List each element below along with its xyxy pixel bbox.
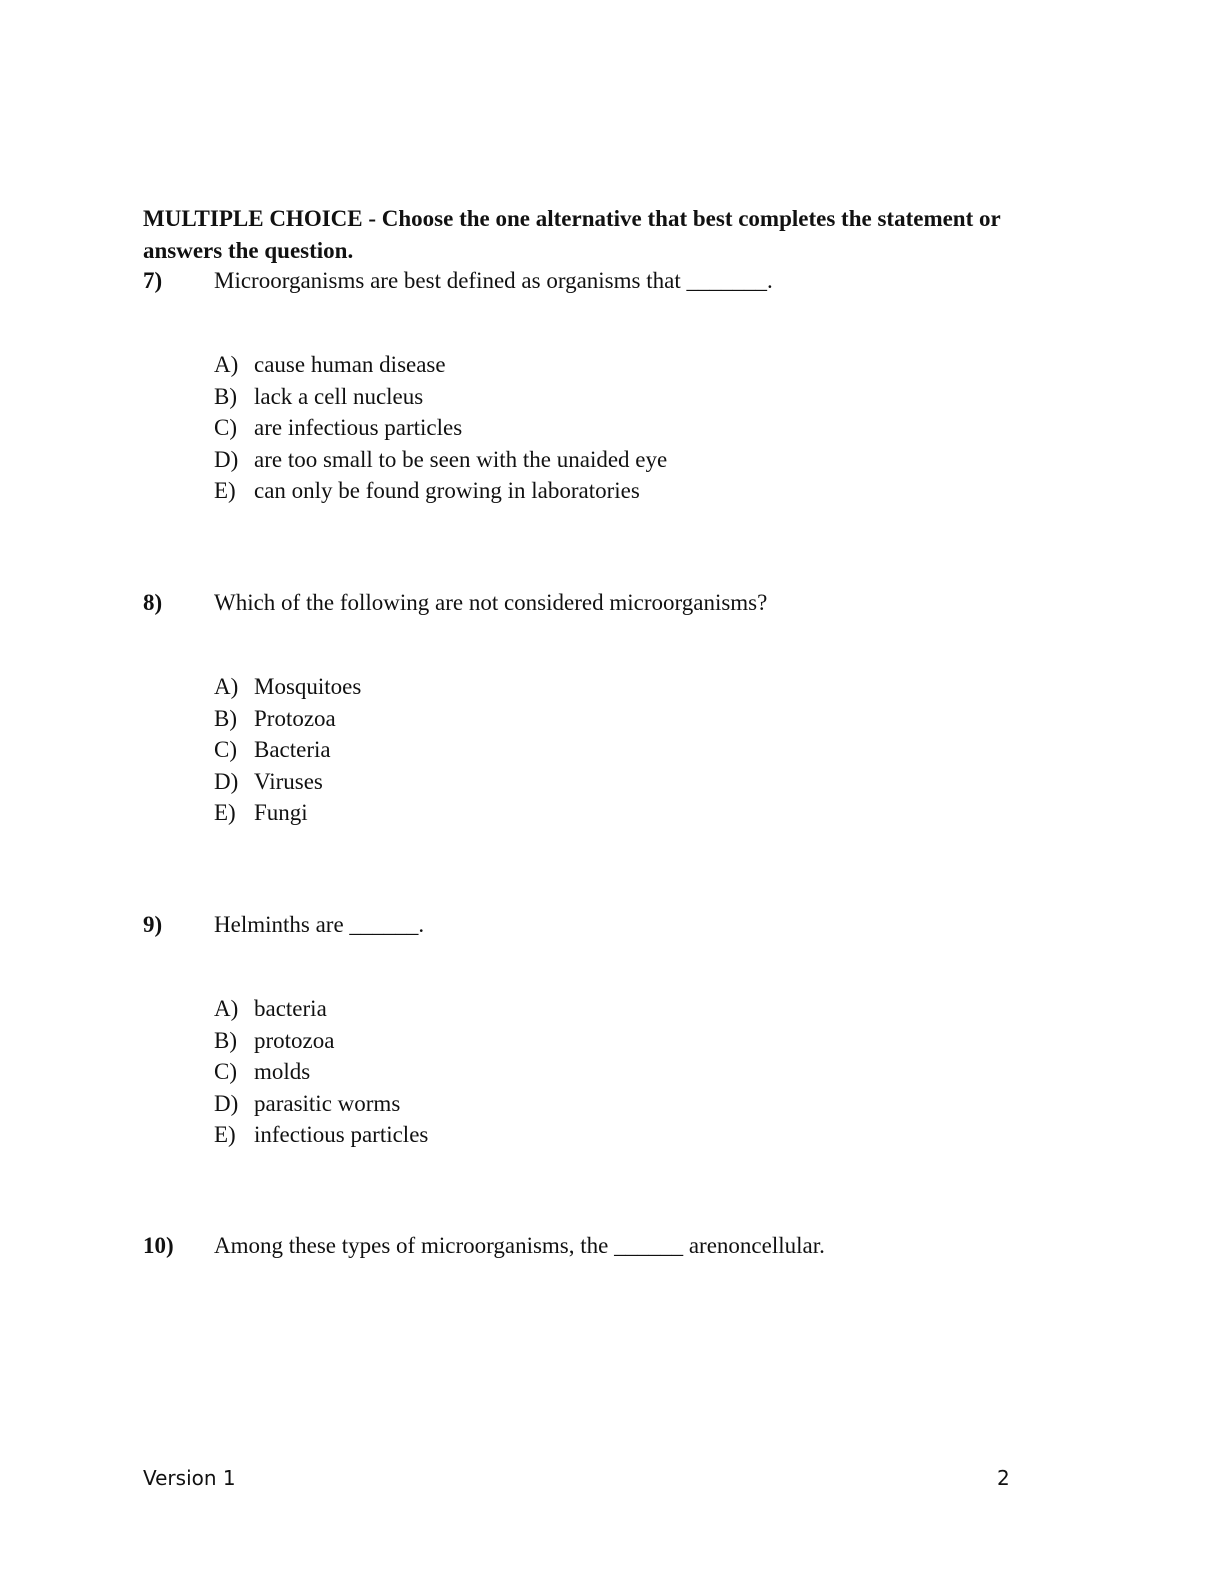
option-text: Protozoa [254, 705, 336, 731]
option-letter: B) [214, 705, 237, 731]
answer-option[interactable] [214, 1025, 428, 1057]
answer-option[interactable] [214, 412, 667, 444]
option-list [214, 993, 428, 1151]
answer-option[interactable] [214, 703, 361, 735]
option-letter: C) [214, 415, 237, 440]
option-letter: A) [214, 352, 239, 377]
option-letter: E) [214, 1122, 236, 1147]
option-text: Fungi [254, 800, 308, 825]
option-text: infectious particles [254, 1122, 429, 1147]
option-text: bacteria [254, 996, 327, 1021]
answer-option[interactable] [214, 475, 667, 507]
option-letter: A) [214, 996, 239, 1021]
question-number: 7) [143, 268, 163, 293]
option-letter: C) [214, 737, 237, 762]
option-text: protozoa [254, 1027, 335, 1053]
answer-option[interactable] [214, 797, 361, 829]
question-text: Microorganisms are best defined as organisms that _______. [214, 268, 773, 293]
option-letter: B) [214, 1027, 237, 1053]
option-text: Viruses [254, 768, 323, 794]
question-number: 9) [143, 912, 163, 937]
option-text: Bacteria [254, 737, 331, 762]
page-number: 2 [997, 1466, 1010, 1490]
option-letter: D) [214, 446, 239, 472]
question-text: Helminths are ______. [214, 912, 425, 937]
option-text: molds [254, 1059, 311, 1084]
answer-option[interactable] [214, 381, 667, 413]
option-text: parasitic worms [254, 1090, 401, 1116]
answer-option[interactable] [214, 671, 361, 703]
option-list [214, 671, 361, 829]
footer-version: Version 1 [143, 1466, 236, 1490]
answer-option[interactable] [214, 1088, 428, 1120]
option-text: can only be found growing in laboratories [254, 478, 640, 503]
answer-option[interactable] [214, 766, 361, 798]
option-letter: E) [214, 800, 236, 825]
section-instructions: MULTIPLE CHOICE - Choose the one alternative that best completes the statement or answers the question. [143, 206, 1001, 263]
answer-option[interactable] [214, 444, 667, 476]
question-text: Which of the following are not considered microorganisms? [214, 590, 768, 615]
option-letter: A) [214, 674, 239, 699]
option-letter: E) [214, 478, 236, 503]
answer-option[interactable] [214, 349, 667, 381]
option-letter: B) [214, 383, 237, 409]
question-text: Among these types of microorganisms, the ______ arenoncellular. [214, 1233, 825, 1258]
option-text: are too small to be seen with the unaided eye [254, 446, 668, 472]
answer-option[interactable] [214, 1119, 428, 1151]
option-text: are infectious particles [254, 415, 463, 440]
option-text: Mosquitoes [254, 674, 362, 699]
option-text: cause human disease [254, 352, 446, 377]
option-text: lack a cell nucleus [254, 383, 424, 409]
option-letter: D) [214, 1090, 239, 1116]
question-number: 8) [143, 590, 163, 615]
option-list [214, 349, 667, 507]
answer-option[interactable] [214, 734, 361, 766]
answer-option[interactable] [214, 993, 428, 1025]
answer-option[interactable] [214, 1056, 428, 1088]
option-letter: D) [214, 768, 239, 794]
question-number: 10) [143, 1233, 174, 1258]
option-letter: C) [214, 1059, 237, 1084]
